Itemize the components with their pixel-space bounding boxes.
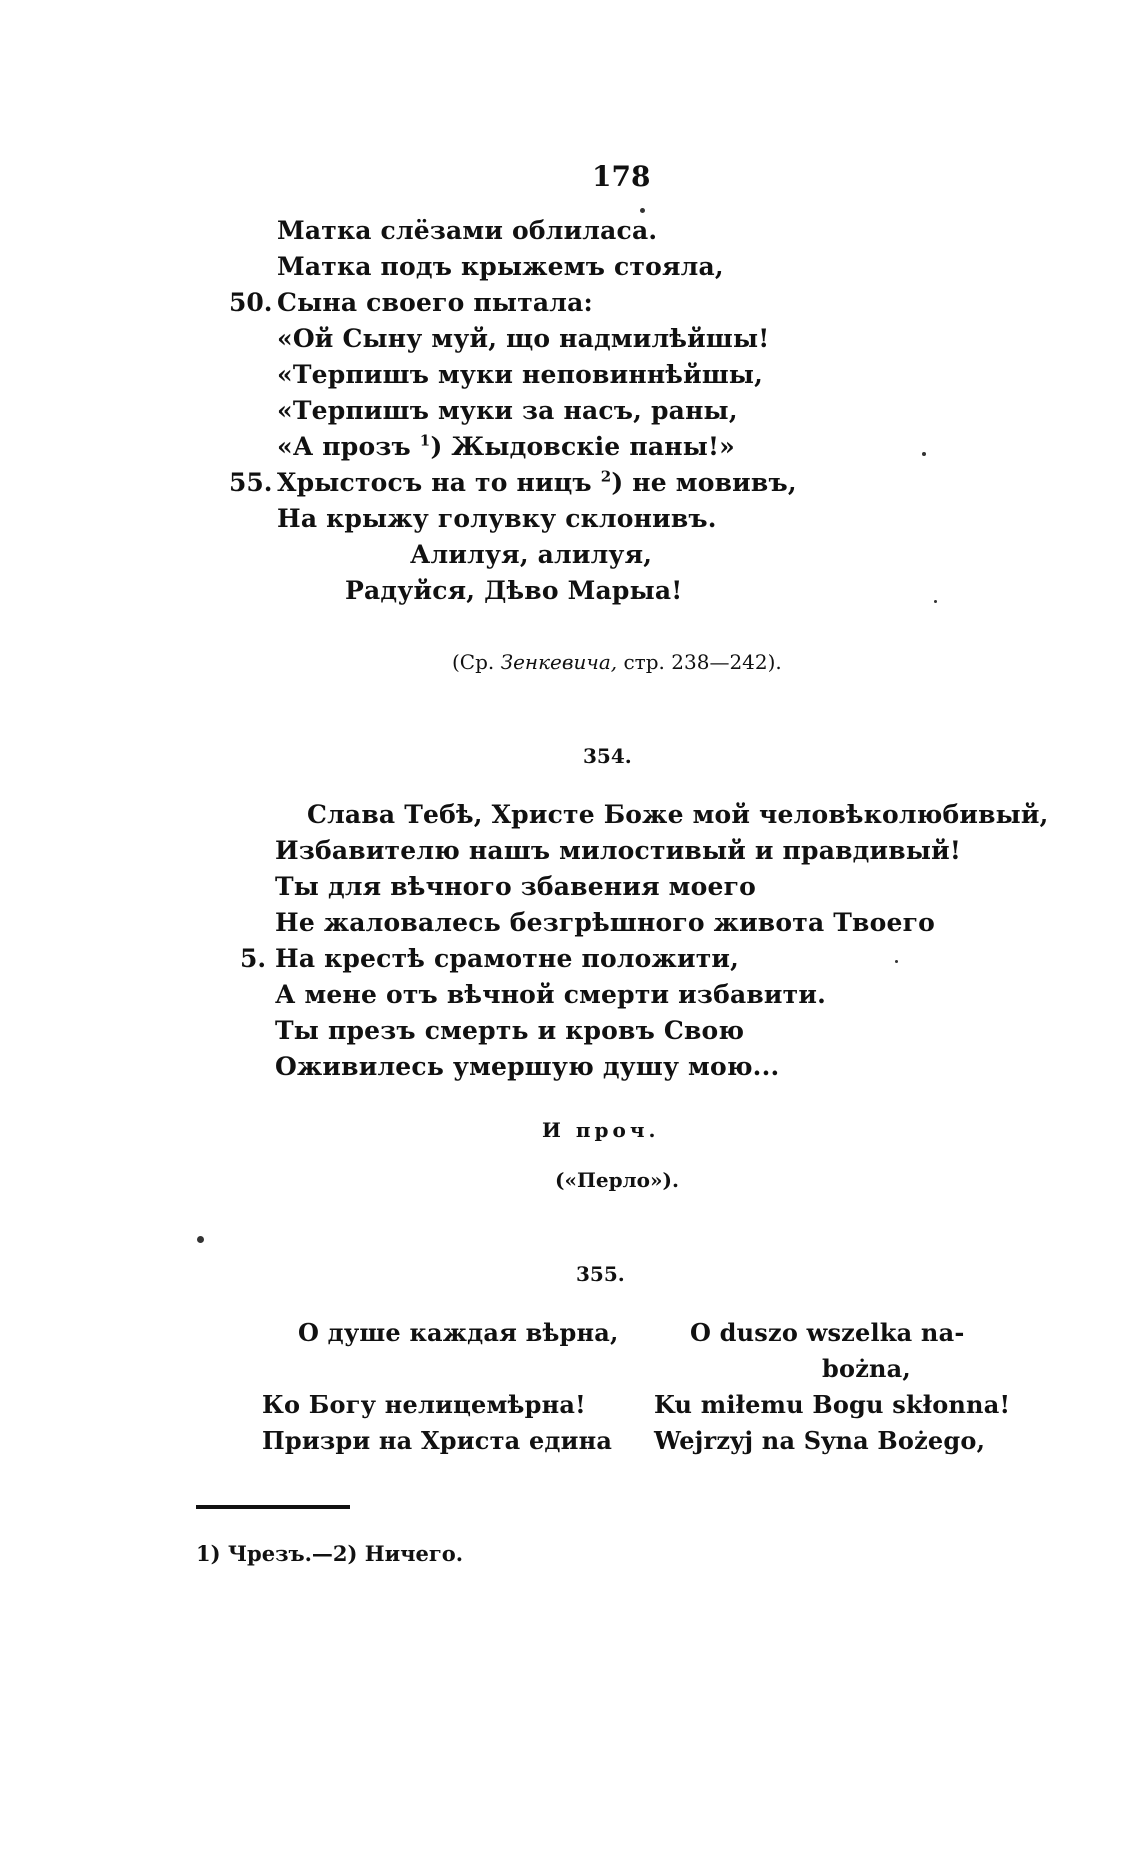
poem-line: «Терпишъ муки неповиннѣйшы, [277, 360, 764, 389]
poem-line: На крыжу голувку склонивъ. [277, 504, 717, 533]
poem-line: «Терпишъ муки за насъ, раны, [277, 396, 738, 425]
citation-author: Зенкевича, [500, 650, 618, 674]
poem-line: Матка подъ крыжемъ стояла, [277, 252, 724, 281]
poem-line-part: ) не мовивъ, [611, 468, 797, 497]
refrain-line: Радуйся, Дѣво Марыа! [345, 576, 683, 605]
refrain-line: Алилуя, алилуя, [410, 540, 653, 569]
line-number: 50. [229, 288, 273, 317]
footnotes: 1) Чрезъ.—2) Ничего. [196, 1541, 464, 1566]
scan-speck [895, 960, 898, 963]
poem-line: Сына своего пытала: [277, 288, 593, 317]
section-number: 354. [583, 744, 632, 768]
citation-prefix: (Ср. [452, 650, 495, 674]
poem-line [277, 430, 735, 464]
prayer-line: Не жаловалесь безгрѣшного живота Твоего [275, 908, 935, 937]
footnote-marker: 1 [419, 431, 431, 450]
scan-speck [934, 600, 937, 603]
prayer-line: Слава Тебѣ, Христе Боже мой человѣколюбивый, [307, 800, 1049, 829]
cyrillic-column-line: Призри на Христа едина [262, 1426, 613, 1455]
polish-column-line: bożna, [822, 1354, 911, 1383]
prayer-line: Оживилесь умершую душу мою... [275, 1052, 780, 1081]
scan-speck [640, 208, 645, 213]
section-number: 355. [576, 1262, 625, 1286]
line-number: 5. [240, 944, 267, 973]
polish-column-line: O duszo wszelka na- [690, 1318, 965, 1347]
source-citation: («Перло»). [555, 1168, 679, 1192]
cyrillic-column-line: Ко Богу нелицемѣрна! [262, 1390, 586, 1419]
poem-line-part: «А прозъ [277, 432, 411, 461]
prayer-line: А мене отъ вѣчной смерти избавити. [275, 980, 826, 1009]
polish-column-line: Wejrzyj na Syna Bożego, [654, 1426, 986, 1455]
prayer-line: Ты презъ смерть и кровъ Свою [275, 1016, 745, 1045]
poem-line: «Ой Сыну муй, що надмилѣйшы! [277, 324, 770, 353]
prayer-line: На крестѣ срамотне положити, [275, 944, 740, 973]
poem-line [277, 466, 797, 500]
closing-note: И проч. [542, 1118, 660, 1142]
citation-suffix: стр. 238—242). [623, 650, 782, 674]
poem-line-part: Хрыстосъ на то ницъ [277, 468, 592, 497]
line-number: 55. [229, 468, 273, 497]
cyrillic-column-line: О душе каждая вѣрна, [298, 1318, 619, 1347]
polish-column-line: Ku miłemu Bogu skłonna! [654, 1390, 1011, 1419]
footnote-marker: 2 [600, 467, 612, 486]
page-number: 178 [592, 160, 651, 193]
scan-speck [197, 1236, 204, 1243]
prayer-line: Ты для вѣчного збавения моего [275, 872, 756, 901]
prayer-line: Избавителю нашъ милостивый и правдивый! [275, 836, 962, 865]
scan-speck [922, 452, 926, 456]
footnote-rule [196, 1505, 350, 1509]
poem-line-part: ) Жыдовскіе паны!» [430, 432, 735, 461]
source-citation [452, 650, 782, 674]
poem-line: Матка слёзами облиласа. [277, 216, 658, 245]
